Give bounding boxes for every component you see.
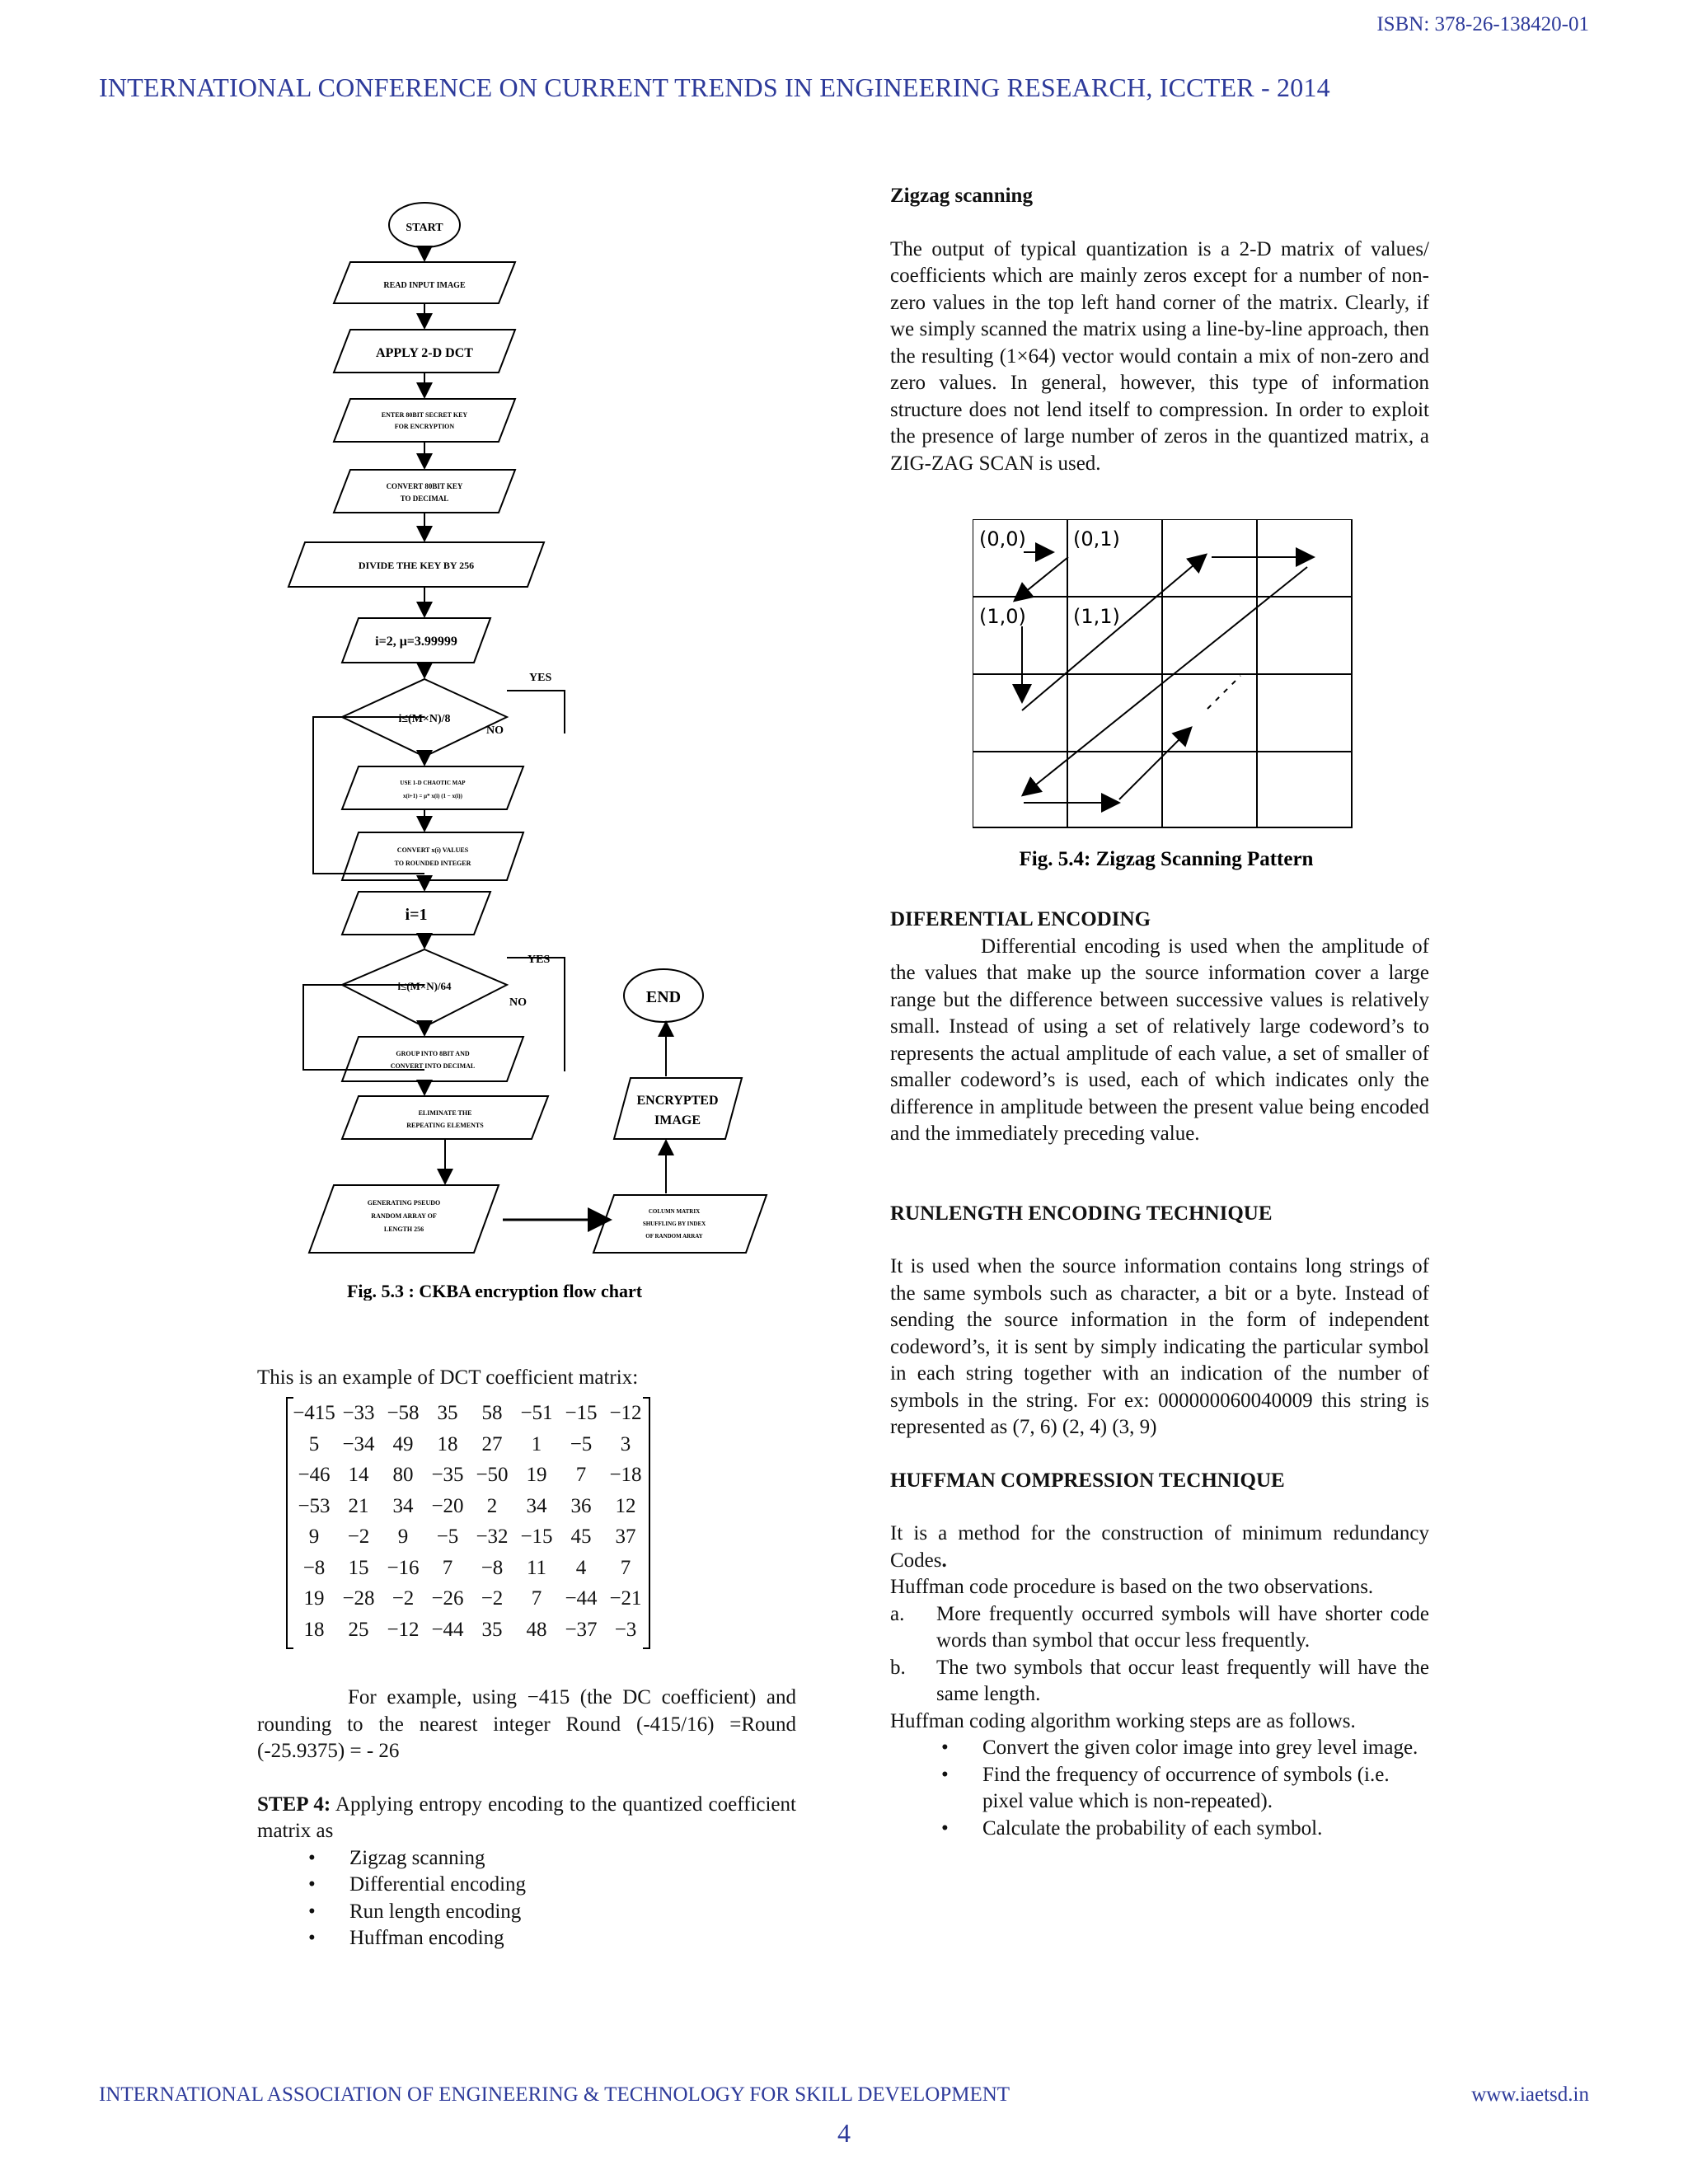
left-column (257, 1365, 796, 1392)
list-item: b. The two symbols that occur least frequently will have the same length. (890, 1656, 1429, 1705)
flow-gen-3: LENGTH 256 (383, 1226, 424, 1233)
matrix-cell: 34 (526, 1494, 547, 1517)
matrix-cell: −20 (431, 1494, 464, 1517)
flow-encrypted-2: IMAGE (654, 1113, 701, 1127)
flow-convert-key-2: TO DECIMAL (400, 494, 449, 503)
differential-heading: DIFERENTIAL ENCODING (890, 908, 1151, 930)
list-item: • Find the frequency of occurrence of symbols (i.e. pixel value which is non-repeated). (941, 1763, 1390, 1812)
flow-yes-1: YES (529, 672, 552, 684)
zigzag-heading: Zigzag scanning (890, 185, 1033, 207)
matrix-values (292, 1398, 648, 1645)
flow-chaos-1: USE 1-D CHAOTIC MAP (400, 780, 466, 786)
matrix-cell: 14 (348, 1464, 369, 1486)
matrix-cell: 4 (575, 1556, 587, 1579)
flow-no-2: NO (509, 996, 527, 1009)
conference-title: INTERNATIONAL CONFERENCE ON CURRENT TRENDS IN ENGINEERING RESEARCH, ICCTER - 2014 (99, 73, 1330, 102)
step-4-label: STEP 4: (257, 1793, 331, 1816)
matrix-cell: −12 (387, 1618, 420, 1641)
huffman-observations-intro: Huffman code procedure is based on the two observations. (890, 1576, 1374, 1598)
list-item: • Zigzag scanning (308, 1846, 485, 1869)
matrix-cell: 7 (442, 1556, 453, 1579)
zigzag-cell-1-0: (1,0) (979, 605, 1026, 628)
matrix-cell: 35 (481, 1618, 503, 1641)
runlength-heading: RUNLENGTH ENCODING TECHNIQUE (890, 1202, 1273, 1225)
matrix-cell: 7 (531, 1587, 542, 1610)
flow-divide-key: DIVIDE THE KEY BY 256 (358, 560, 475, 571)
matrix-cell: −2 (347, 1526, 370, 1548)
zigzag-paragraph: The output of typical quantization is a 2-D matrix of values/ coefficients which are mainly zeros except for a number of non-zero values in the top left hand corner of the matrix. Clearly, if we simply scanned the matrix using a line-by-line approach, then the resulting (1×64) vector would contain a mix of non-zero and zero values. In general, however, this type of information structure does not lend itself to compression. In order to exploit the presence of large number of zeros in the quantized matrix, a ZIG-ZAG SCAN is used. (890, 237, 1429, 475)
zigzag-figure (973, 519, 1360, 898)
matrix-cell: 19 (303, 1587, 325, 1610)
matrix-cell: −26 (431, 1587, 464, 1610)
flow-init-params: i=2, μ=3.99999 (375, 635, 457, 649)
flow-connectors (303, 247, 666, 1220)
right-column (890, 183, 1429, 477)
flow-convert-key-1: CONVERT 80BIT KEY (386, 482, 463, 490)
flowchart-caption: Fig. 5.3 : CKBA encryption flow chart (346, 1281, 643, 1301)
zigzag-grid (973, 519, 1352, 827)
matrix-cell: −50 (476, 1464, 509, 1486)
matrix-cell: 19 (526, 1464, 547, 1486)
matrix-cell: −44 (565, 1587, 598, 1610)
list-item: • Run length encoding (308, 1900, 522, 1923)
matrix-cell: −15 (565, 1402, 598, 1424)
zigzag-cell-0-1: (0,1) (1073, 527, 1120, 551)
flow-round-2: TO ROUNDED INTEGER (394, 860, 471, 867)
matrix-cell: 15 (348, 1556, 369, 1579)
matrix-cell: −5 (570, 1432, 593, 1455)
flow-col-1: COLUMN MATRIX (648, 1208, 701, 1215)
matrix-cell: 36 (570, 1494, 592, 1517)
matrix-cell: −18 (609, 1464, 642, 1486)
matrix-cell: −34 (342, 1432, 375, 1455)
flow-end: END (645, 988, 682, 1006)
step-4-text: Applying entropy encoding to the quantized coefficient matrix as (257, 1793, 796, 1842)
flow-cond-2: i≤(M×N)/64 (397, 980, 452, 992)
matrix-cell: 7 (620, 1556, 631, 1579)
huffman-steps (890, 1735, 1429, 1842)
matrix-cell: 45 (570, 1526, 592, 1548)
matrix-cell: −16 (387, 1556, 420, 1579)
matrix-cell: 9 (308, 1526, 320, 1548)
footer-association: INTERNATIONAL ASSOCIATION OF ENGINEERING & TECHNOLOGY FOR SKILL DEVELOPMENT (99, 2083, 1010, 2106)
differential-paragraph: Differential encoding is used when the amplitude of the values that make up the source information cover a large range but the difference between successive values is relatively small. Instead of using a set of relatively large codeword’s to represents the actual amplitude of each value, a set of smaller of smaller codeword’s is used, each of which indicates only the difference in amplitude between the present value being encoded and the immediately preceding value. (890, 935, 1429, 1145)
matrix-cell: −3 (614, 1618, 637, 1641)
right-column-continued (890, 907, 1429, 1842)
flow-round-1: CONVERT x(i) VALUES (396, 846, 469, 854)
zigzag-caption: Fig. 5.4: Zigzag Scanning Pattern (1019, 848, 1314, 870)
dct-matrix-intro: This is an example of DCT coefficient matrix: (257, 1366, 639, 1389)
dc-coefficient-example: For example, using −415 (the DC coefficient) and rounding to the nearest integer Round (-415/16) =Round (-25.9375) = - 26 (257, 1686, 796, 1762)
matrix-cell: 80 (392, 1464, 414, 1486)
huffman-steps-intro: Huffman coding algorithm working steps are as follows. (890, 1709, 1356, 1732)
flow-col-3: OF RANDOM ARRAY (645, 1233, 703, 1240)
flow-col-2: SHUFFLING BY INDEX (642, 1221, 706, 1227)
matrix-cell: 3 (620, 1432, 631, 1455)
matrix-cell: 58 (481, 1402, 503, 1424)
flow-yes-2: YES (528, 954, 551, 966)
left-column-bottom (257, 1685, 796, 1952)
matrix-cell: 18 (303, 1618, 325, 1641)
flow-gen-2: RANDOM ARRAY OF (371, 1212, 437, 1220)
footer-website[interactable]: www.iaetsd.in (1471, 2083, 1589, 2106)
huffman-intro: It is a method for the construction of minimum redundancy Codes. (890, 1522, 1429, 1572)
flow-eliminate-1: ELIMINATE THE (418, 1109, 472, 1117)
matrix-cell: −8 (481, 1556, 504, 1579)
matrix-cell: −33 (342, 1402, 375, 1424)
list-item: • Huffman encoding (308, 1927, 504, 1949)
flow-chaos-2: x(i+1) = μ* x(i) (1 − x(i)) (403, 793, 462, 799)
matrix-cell: −53 (298, 1494, 331, 1517)
zigzag-cell-0-0: (0,0) (979, 527, 1026, 551)
list-item: • Convert the given color image into grey level image. (941, 1736, 1418, 1759)
matrix-cell: 1 (531, 1432, 542, 1455)
zigzag-cell-1-1: (1,1) (1073, 605, 1120, 628)
runlength-paragraph: It is used when the source information contains long strings of the same symbols such as character, a bit or a byte. Instead of sending the source information in the form of independent codeword’s, it is sent by simply indicating the particular symbol in each string together with an indication of the number of symbols in the string. For ex: 000000060040009 this string is represented as (7, 6) (2, 4) (3, 9) (890, 1255, 1429, 1438)
list-item: a. More frequently occurred symbols will have shorter code words than symbol that occur less frequently. (890, 1602, 1429, 1652)
flow-gen-1: GENERATING PSEUDO (367, 1199, 441, 1207)
matrix-cell: 7 (575, 1464, 587, 1486)
flow-group-2: CONVERT INTO DECIMAL (390, 1062, 476, 1070)
list-item: • Calculate the probability of each symbol. (941, 1816, 1323, 1840)
zigzag-arrows (1015, 552, 1312, 803)
matrix-cell: −8 (302, 1556, 326, 1579)
matrix-cell: −5 (436, 1526, 459, 1548)
list-item: • Differential encoding (308, 1873, 527, 1896)
flow-group-1: GROUP INTO 8BIT AND (396, 1050, 470, 1057)
matrix-cell: −32 (476, 1526, 509, 1548)
matrix-cell: 5 (308, 1432, 320, 1455)
huffman-heading: HUFFMAN COMPRESSION TECHNIQUE (890, 1469, 1285, 1492)
matrix-cell: −37 (565, 1618, 598, 1641)
matrix-cell: 25 (348, 1618, 369, 1641)
matrix-cell: −2 (481, 1587, 504, 1610)
flow-cond-1: i≤(M×N)/8 (398, 713, 451, 725)
flow-apply-dct: APPLY 2-D DCT (376, 346, 473, 360)
matrix-cell: 18 (437, 1432, 458, 1455)
entropy-encoding-list (257, 1845, 796, 1952)
matrix-cell: 27 (481, 1432, 503, 1455)
matrix-cell: −12 (609, 1402, 642, 1424)
matrix-cell: −415 (293, 1402, 335, 1424)
dct-matrix (284, 1396, 654, 1652)
flow-no-1: NO (486, 724, 504, 737)
matrix-cell: −51 (520, 1402, 553, 1424)
matrix-cell: −35 (431, 1464, 464, 1486)
huffman-observations (890, 1601, 1429, 1708)
matrix-cell: 12 (615, 1494, 636, 1517)
isbn: ISBN: 378-26-138420-01 (1376, 13, 1589, 35)
page-number: 4 (837, 2118, 851, 2148)
matrix-cell: 2 (486, 1494, 498, 1517)
matrix-cell: −46 (298, 1464, 331, 1486)
matrix-cell: 37 (615, 1526, 636, 1548)
flow-start: START (406, 222, 443, 234)
matrix-cell: −44 (431, 1618, 464, 1641)
flow-i-equals-1: i=1 (405, 906, 428, 924)
matrix-cell: −15 (520, 1526, 553, 1548)
flow-encrypted-1: ENCRYPTED (636, 1094, 719, 1108)
flow-read-image: READ INPUT IMAGE (383, 281, 466, 290)
step-4-paragraph (257, 1792, 796, 1845)
matrix-cell: 35 (437, 1402, 458, 1424)
matrix-cell: 48 (526, 1618, 547, 1641)
flow-enter-key-1: ENTER 80BIT SECRET KEY (381, 411, 468, 419)
ckba-flowchart (280, 196, 775, 1301)
matrix-cell: 21 (348, 1494, 369, 1517)
matrix-cell: 11 (526, 1556, 547, 1579)
matrix-cell: −28 (342, 1587, 375, 1610)
matrix-cell: −2 (392, 1587, 415, 1610)
flow-eliminate-2: REPEATING ELEMENTS (406, 1122, 484, 1129)
matrix-cell: 49 (392, 1432, 414, 1455)
flow-enter-key-2: FOR ENCRYPTION (394, 423, 455, 430)
matrix-cell: −21 (609, 1587, 642, 1610)
matrix-cell: 34 (392, 1494, 414, 1517)
matrix-cell: 9 (397, 1526, 409, 1548)
matrix-cell: −58 (387, 1402, 420, 1424)
